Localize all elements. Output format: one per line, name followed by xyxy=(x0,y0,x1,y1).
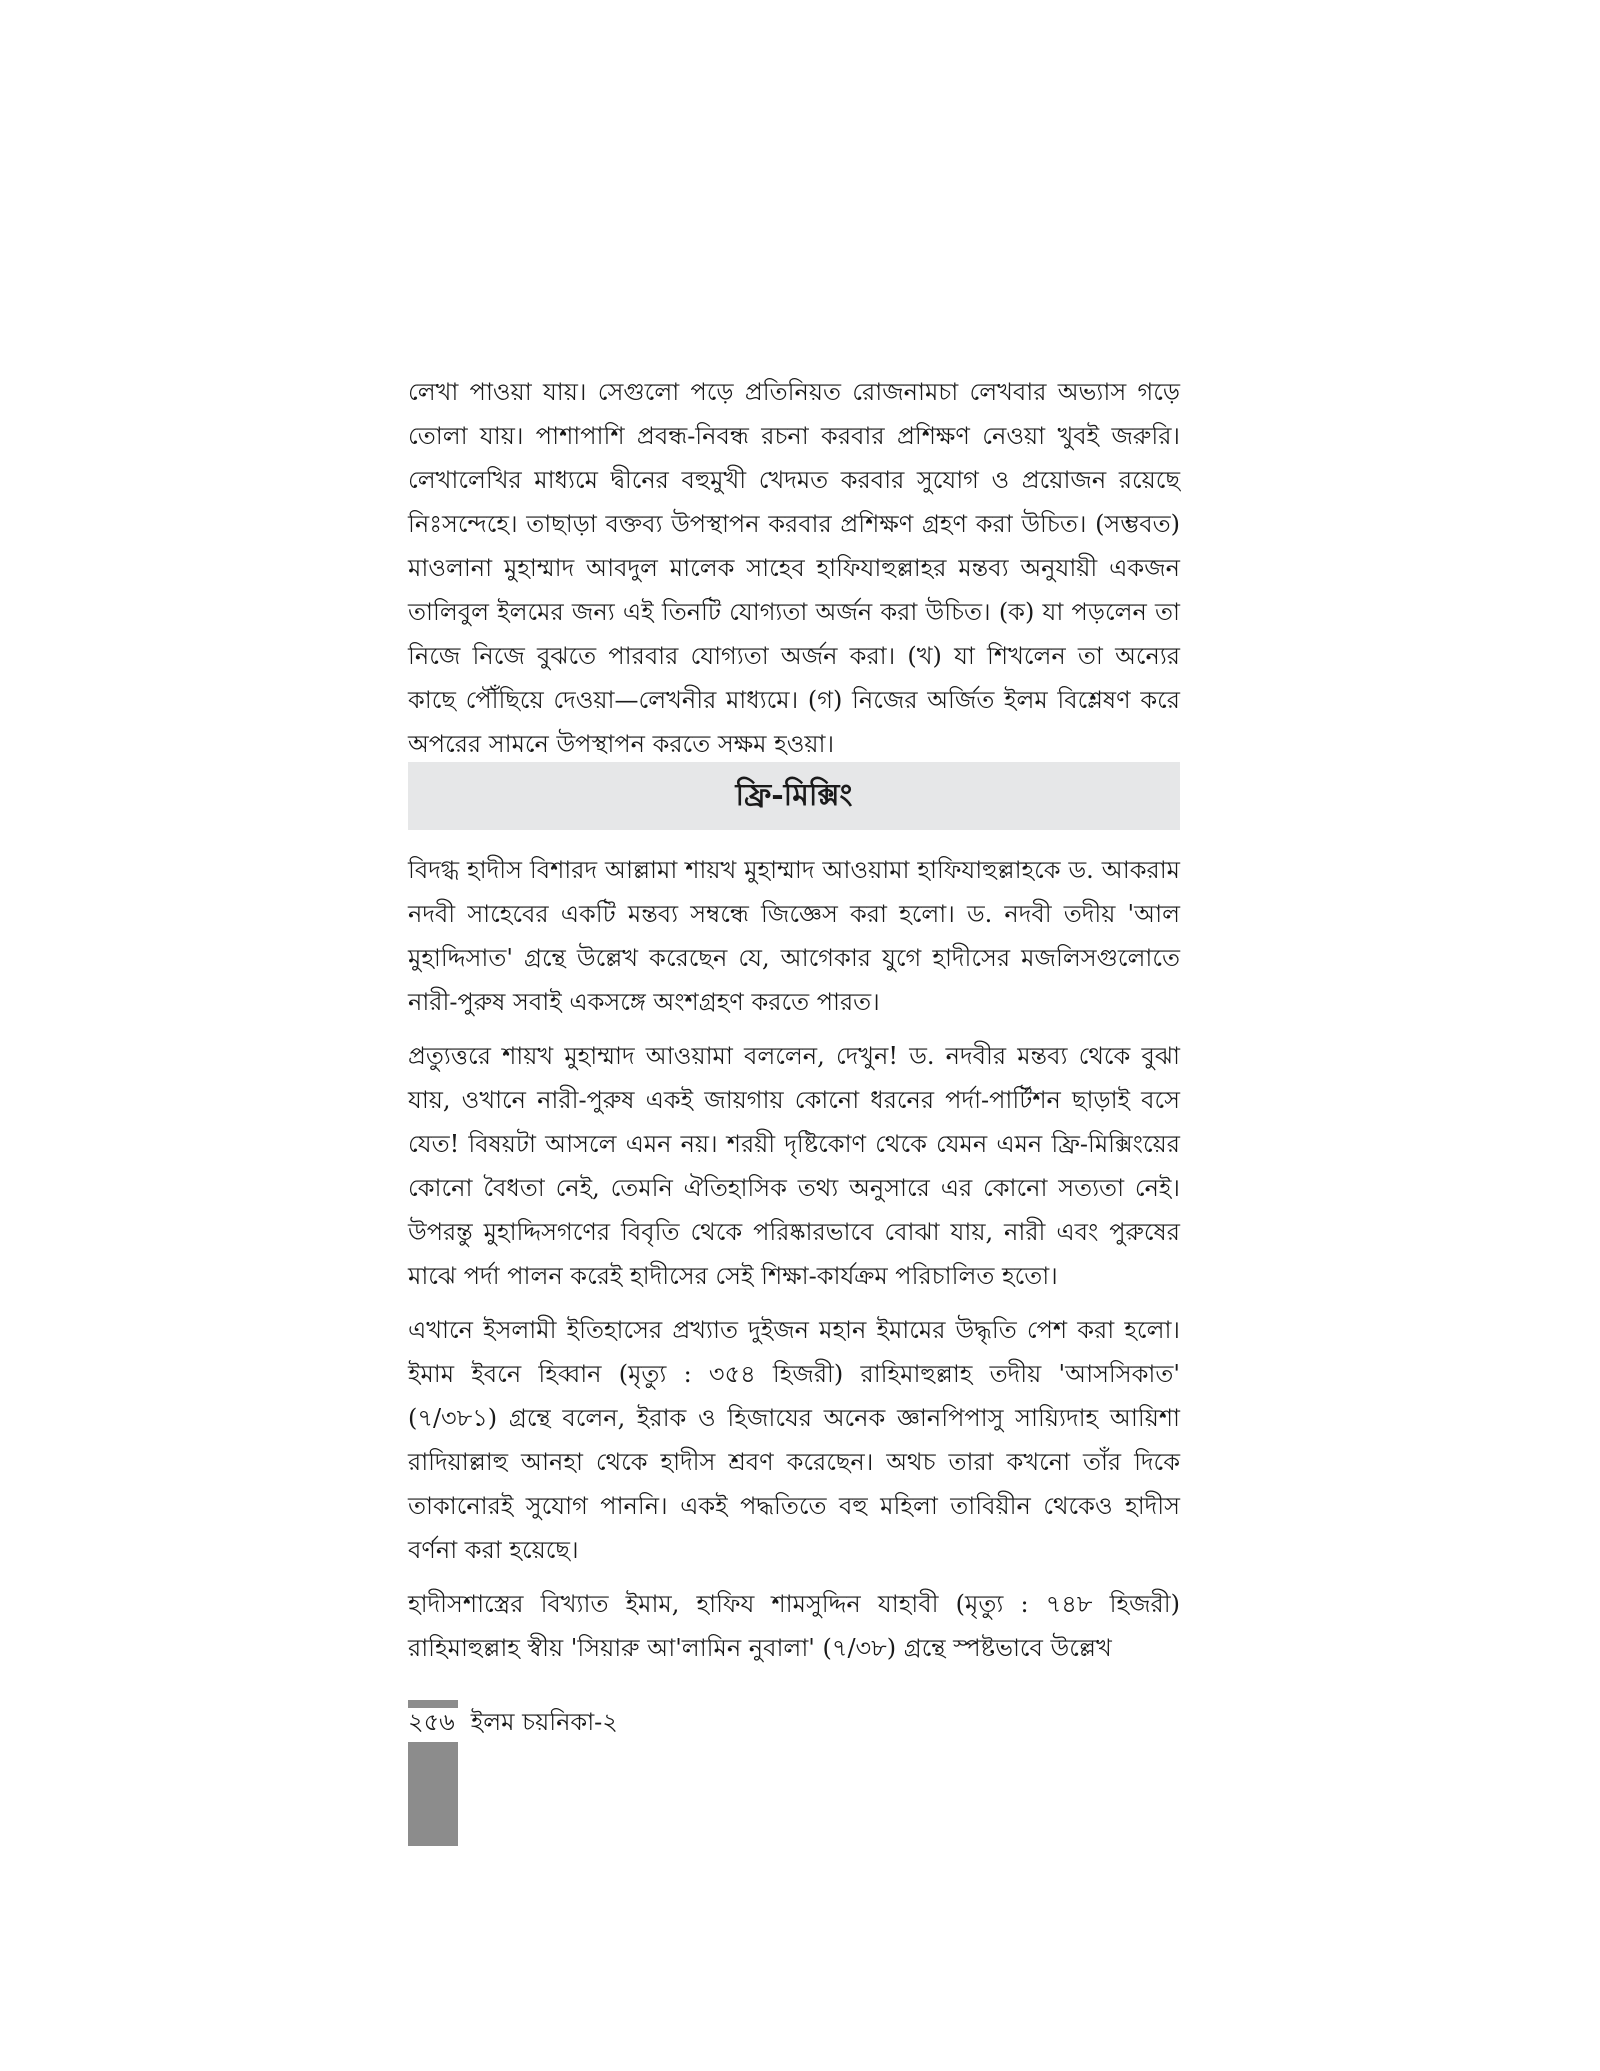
intro-text-block xyxy=(408,370,1180,766)
section-body xyxy=(408,848,1180,1680)
page-footer xyxy=(408,1700,808,1740)
book-title: ইলম চয়নিকা-২ xyxy=(470,1708,618,1736)
intro-paragraph: লেখা পাওয়া যায়। সেগুলো পড়ে প্রতিনিয়ত রোজনামচা লেখবার অভ্যাস গড়ে তোলা যায়। পাশাপাশি প্রবন্ধ-নিবন্ধ রচনা করবার প্রশিক্ষণ নেওয়া খুবই জরুরি। লেখালেখির মাধ্যমে দ্বীনের বহুমুখী খেদমত করবার সুযোগ ও প্রয়োজন রয়েছে নিঃসন্দেহে। তাছাড়া বক্তব্য উপস্থাপন করবার প্রশিক্ষণ গ্রহণ করা উচিত। (সম্ভবত) মাওলানা মুহাম্মাদ আবদুল মালেক সাহেব হাফিযাহুল্লাহর মন্তব্য অনুযায়ী একজন তালিবুল ইলমের জন্য এই তিনটি যোগ্যতা অর্জন করা উচিত। (ক) যা পড়লেন তা নিজে নিজে বুঝতে পারবার যোগ্যতা অর্জন করা। (খ) যা শিখলেন তা অন্যের কাছে পৌঁছিয়ে দেওয়া—লেখনীর মাধ্যমে। (গ) নিজের অর্জিত ইলম বিশ্লেষণ করে অপরের সামনে উপস্থাপন করতে সক্ষম হওয়া। xyxy=(408,378,1180,758)
section-heading xyxy=(408,762,1180,830)
footer-text xyxy=(408,1708,808,1740)
section-paragraph-2: প্রত্যুত্তরে শায়খ মুহাম্মাদ আওয়ামা বললেন, দেখুন! ড. নদবীর মন্তব্য থেকে বুঝা যায়, ওখানে নারী-পুরুষ একই জায়গায় কোনো ধরনের পর্দা-পার্টিশন ছাড়াই বসে যেত! বিষয়টা আসলে এমন নয়। শরয়ী দৃষ্টিকোণ থেকে যেমন এমন ফ্রি-মিক্সিংয়ের কোনো বৈধতা নেই, তেমনি ঐতিহাসিক তথ্য অনুসারে এর কোনো সত্যতা নেই। উপরন্তু মুহাদ্দিসগণের বিবৃতি থেকে পরিষ্কারভাবে বোঝা যায়, নারী এবং পুরুষের মাঝে পর্দা পালন করেই হাদীসের সেই শিক্ষা-কার্যক্রম পরিচালিত হতো। xyxy=(408,1042,1180,1290)
section-heading-text: ফ্রি-মিক্সিং xyxy=(735,777,853,813)
page-number: ২৫৬ xyxy=(408,1708,455,1736)
section-paragraph-4: হাদীসশাস্ত্রের বিখ্যাত ইমাম, হাফিয শামসুদ্দিন যাহাবী (মৃত্যু : ৭৪৮ হিজরী) রাহিমাহুল্লাহ স্বীয় 'সিয়ারু আ'লামিন নুবালা' (৭/৩৮) গ্রন্থে স্পষ্টভাবে উল্লেখ xyxy=(408,1590,1180,1662)
section-paragraph-1: বিদগ্ধ হাদীস বিশারদ আল্লামা শায়খ মুহাম্মাদ আওয়ামা হাফিযাহুল্লাহকে ড. আকরাম নদবী সাহেবের একটি মন্তব্য সম্বন্ধে জিজ্ঞেস করা হলো। ড. নদবী তদীয় 'আল মুহাদ্দিসাত' গ্রন্থে উল্লেখ করেছেন যে, আগেকার যুগে হাদীসের মজলিসগুলোতে নারী-পুরুষ সবাই একসঙ্গে অংশগ্রহণ করতে পারত। xyxy=(408,856,1180,1016)
footer-accent-bar xyxy=(408,1742,458,1846)
section-paragraph-3: এখানে ইসলামী ইতিহাসের প্রখ্যাত দুইজন মহান ইমামের উদ্ধৃতি পেশ করা হলো। ইমাম ইবনে হিব্বান (মৃত্যু : ৩৫৪ হিজরী) রাহিমাহুল্লাহ তদীয় 'আসসিকাত' (৭/৩৮১) গ্রন্থে বলেন, ইরাক ও হিজাযের অনেক জ্ঞানপিপাসু সায়্যিদাহ আয়িশা রাদিয়াল্লাহু আনহা থেকে হাদীস শ্রবণ করেছেন। অথচ তারা কখনো তাঁর দিকে তাকানোরই সুযোগ পাননি। একই পদ্ধতিতে বহু মহিলা তাবিয়ীন থেকেও হাদীস বর্ণনা করা হয়েছে। xyxy=(408,1316,1180,1564)
